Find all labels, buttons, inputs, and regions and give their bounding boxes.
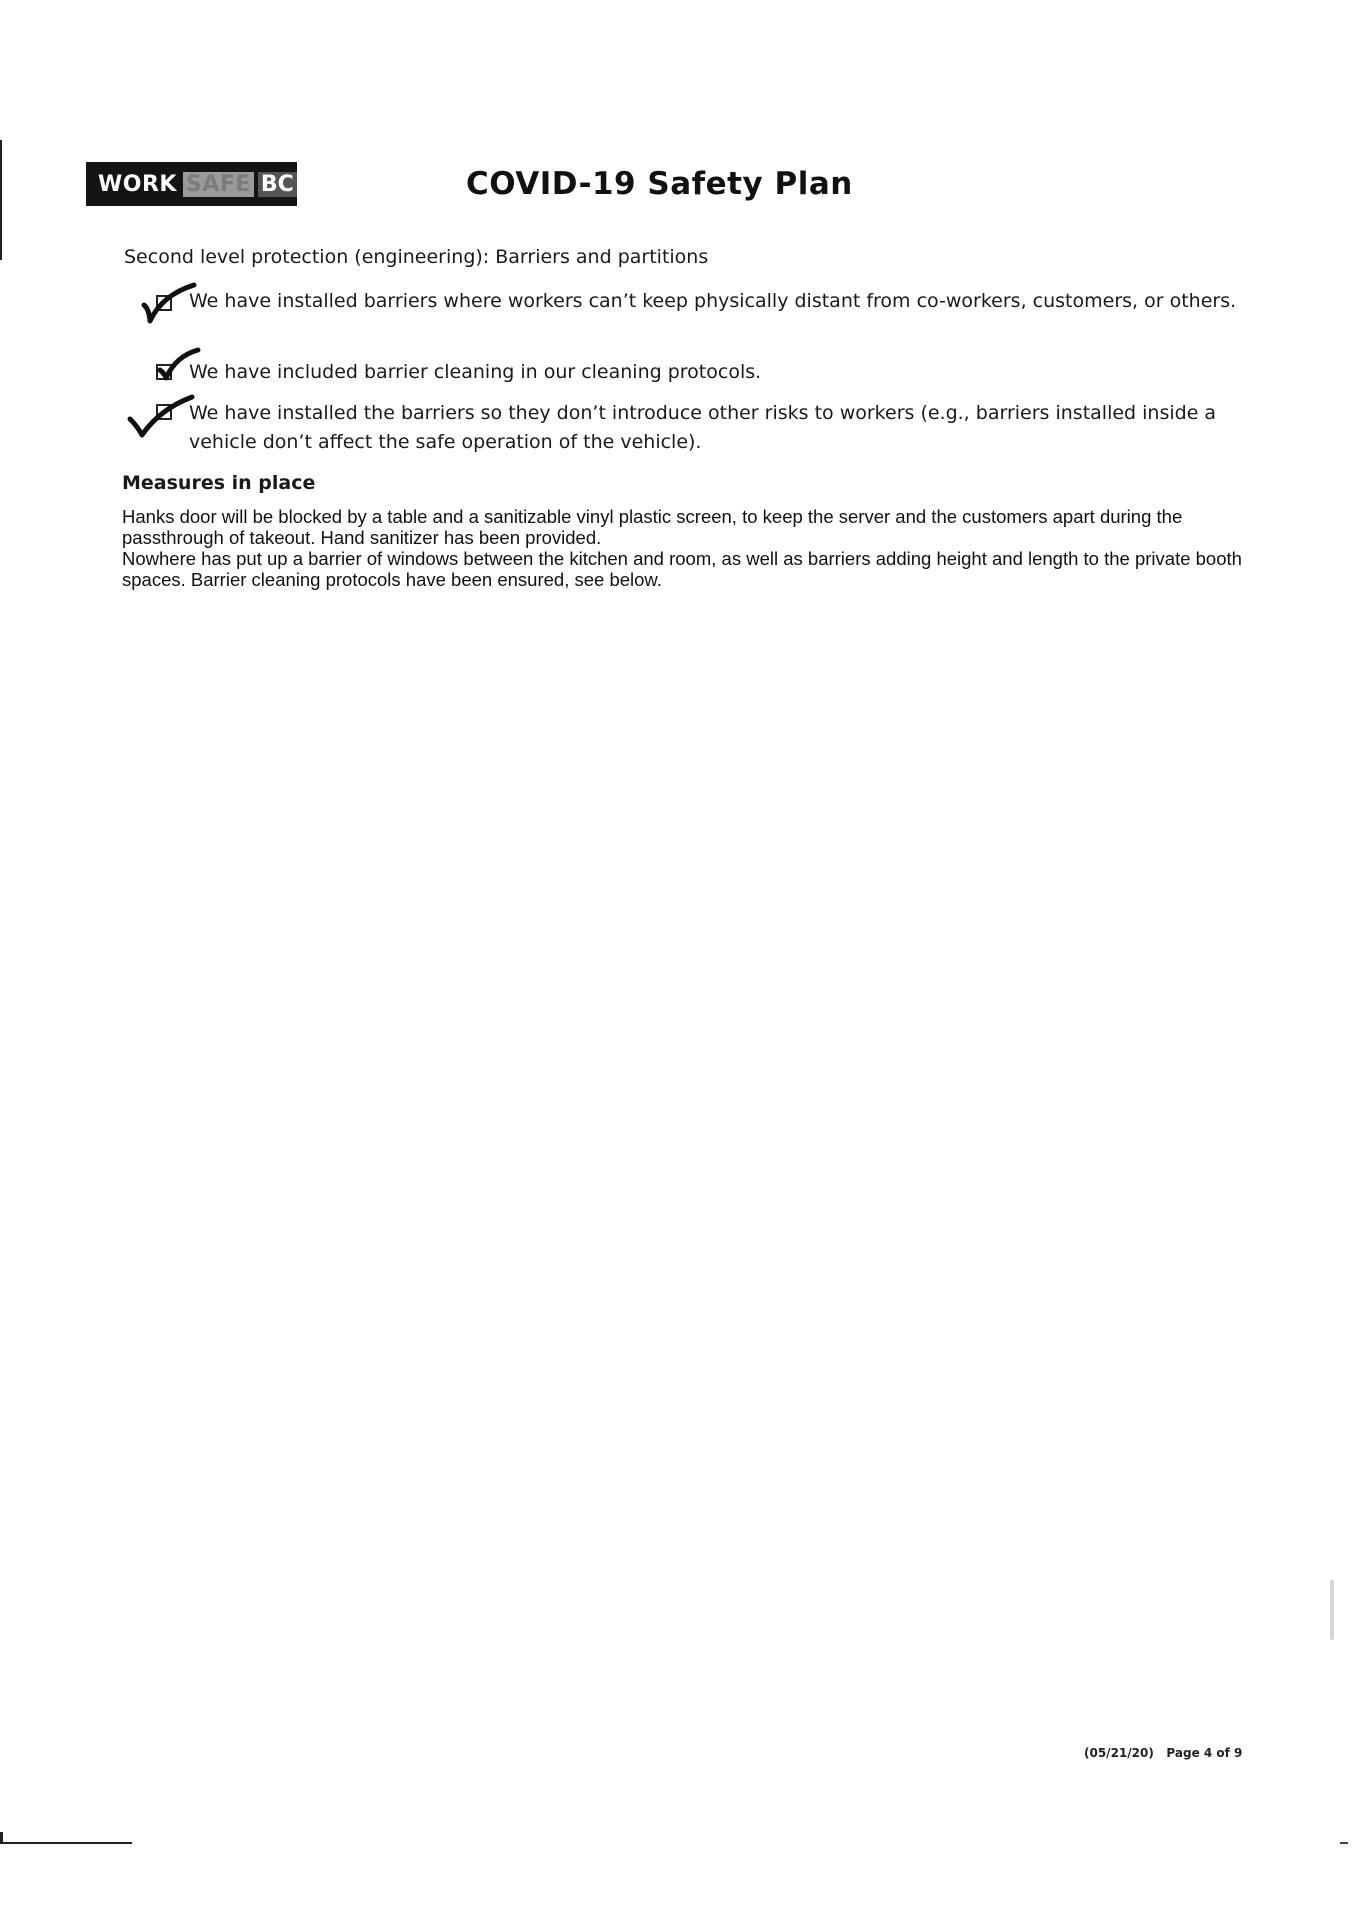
- scan-bottom-line-artifact: [0, 1842, 132, 1844]
- footer-page-number: Page 4 of 9: [1166, 1746, 1243, 1760]
- checklist-item-text-2: We have included barrier cleaning in our cleaning protocols.: [189, 361, 762, 383]
- logo-bc-text: BC: [258, 172, 297, 197]
- logo-safe-text: SAFE: [183, 172, 254, 197]
- checklist-item-text-1: We have installed barriers where workers can’t keep physically distant from co-workers, customers, or others.: [189, 290, 1237, 312]
- scan-smudge-artifact: [1330, 1580, 1334, 1640]
- document-title: COVID-19 Safety Plan: [466, 166, 853, 202]
- measures-paragraph-2: Nowhere has put up a barrier of windows between the kitchen and room, as well as barriers adding height and length to the private booth spaces. Barrier cleaning protocols have been ensured, see below.: [122, 548, 1242, 590]
- section-heading: Second level protection (engineering): Barriers and partitions: [124, 246, 709, 268]
- logo-work-text: WORK: [98, 171, 177, 197]
- worksafebc-logo: [86, 162, 297, 206]
- handwritten-check-icon: [126, 393, 198, 441]
- scan-right-mark-artifact: [1340, 1842, 1348, 1844]
- footer-date: (05/21/20): [1084, 1746, 1154, 1760]
- scan-edge-artifact: [0, 140, 2, 260]
- measures-body: [122, 506, 1247, 590]
- scan-bottom-mark-artifact: [0, 1832, 3, 1842]
- measures-paragraph-1: Hanks door will be blocked by a table and a sanitizable vinyl plastic screen, to keep the server and the customers apart during the passthrough of takeout. Hand sanitizer has been provided.: [122, 506, 1183, 548]
- page-footer: [1084, 1746, 1242, 1760]
- checklist-item-text-3: We have installed the barriers so they don’t introduce other risks to workers (e.g., barriers installed inside a vehicle don’t affect the safe operation of the vehicle).: [189, 402, 1217, 453]
- measures-heading: Measures in place: [122, 472, 316, 494]
